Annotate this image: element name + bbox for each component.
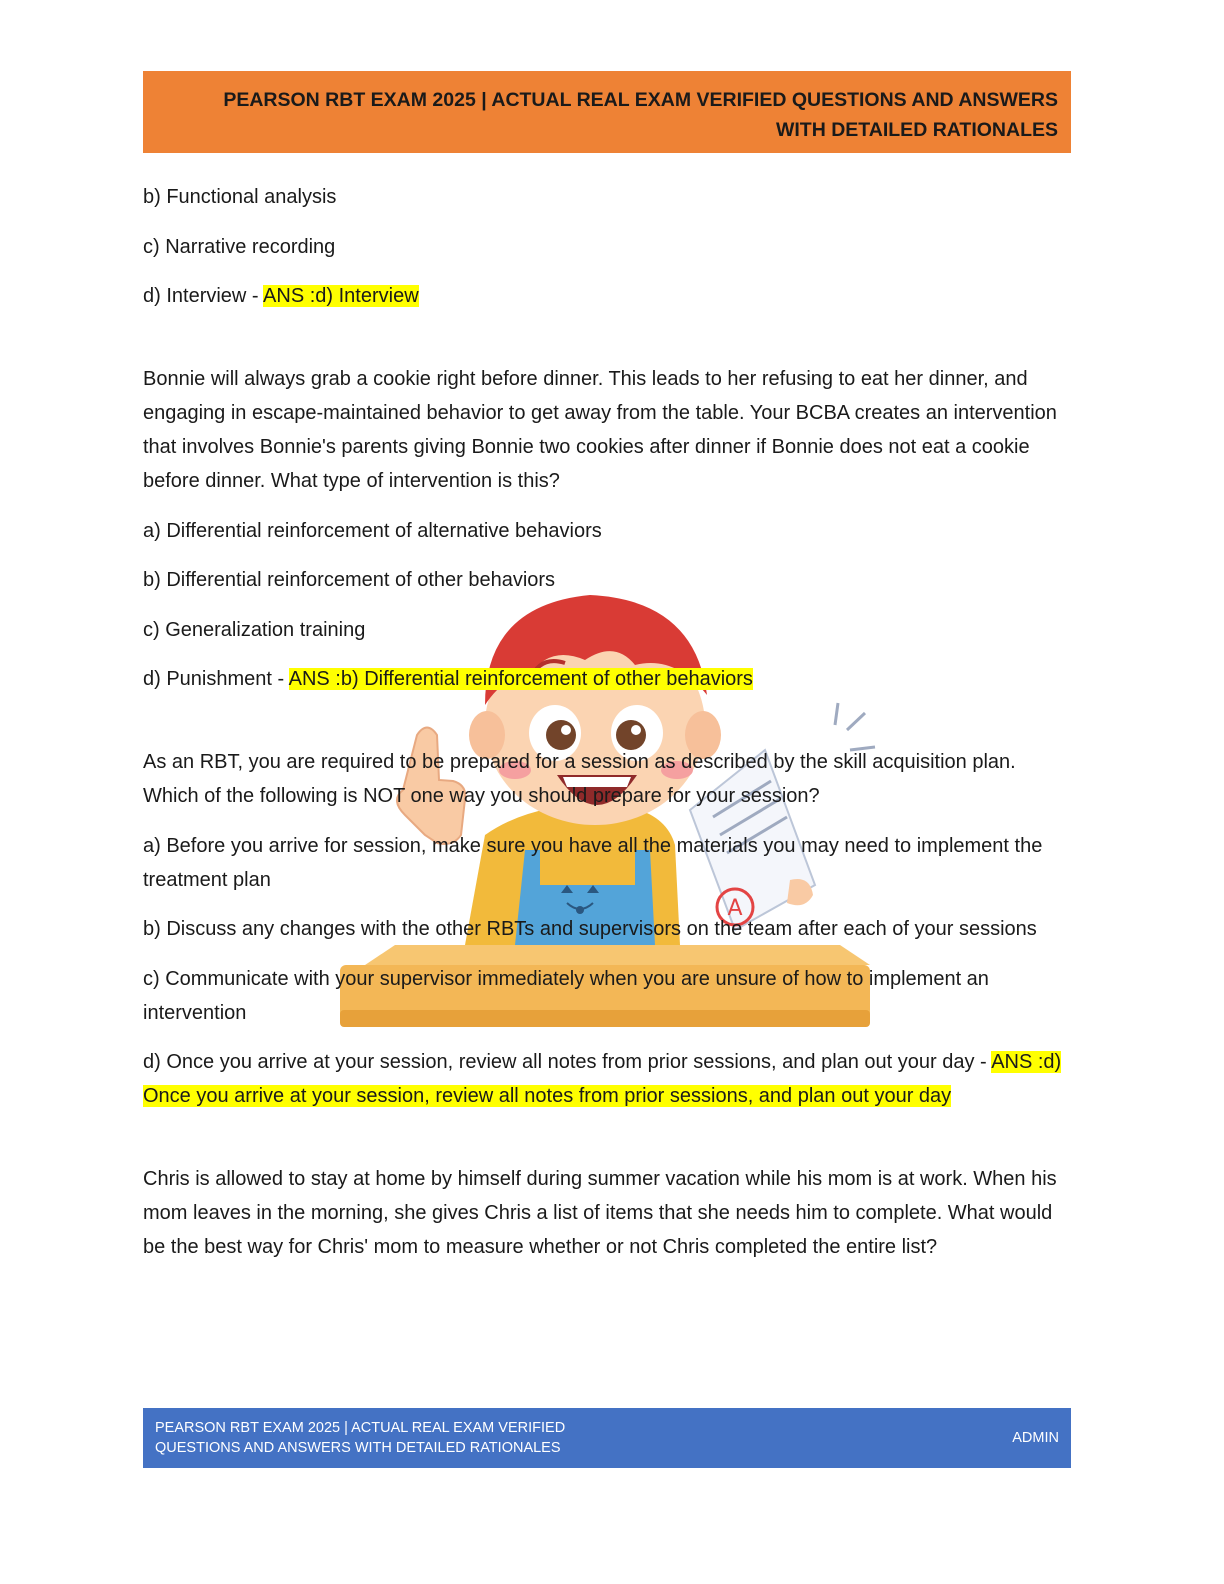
q1-option-b: b) Functional analysis <box>143 186 337 208</box>
q2-option-d <box>143 662 1068 696</box>
q3-option-a: a) Before you arrive for session, make sure you have all the materials you may need to implement the treatment plan <box>143 834 1043 891</box>
q2-question: Bonnie will always grab a cookie right before dinner. This leads to her refusing to eat her dinner, and engaging in escape-maintained behavior to get away from the table. Your BCBA creates an intervention that involves Bonnie's parents giving Bonnie two cookies after dinner if Bonnie does not eat a cookie before dinner. What type of intervention is this? <box>143 368 1057 492</box>
footer-title-line2: QUESTIONS AND ANSWERS WITH DETAILED RATIONALES <box>155 1440 561 1456</box>
footer-author: ADMIN <box>1012 1430 1059 1446</box>
q3-option-d-text: d) Once you arrive at your session, review all notes from prior sessions, and plan out your day - <box>143 1051 992 1073</box>
page-header <box>143 71 1071 153</box>
grade-mark: A <box>727 896 743 921</box>
header-title-line1: PEARSON RBT EXAM 2025 | ACTUAL REAL EXAM VERIFIED QUESTIONS AND ANSWERS <box>223 89 1058 111</box>
q2-option-a: a) Differential reinforcement of alternative behaviors <box>143 519 602 542</box>
q3-question: As an RBT, you are required to be prepared for a session as described by the skill acquisition plan. Which of the following is NOT one way you should prepare for your session? <box>143 751 1016 807</box>
q3-option-d <box>143 1045 1068 1113</box>
q3-option-b: b) Discuss any changes with the other RBTs and supervisors on the team after each of your sessions <box>143 918 1037 940</box>
q2-answer-highlight: ANS :b) Differential reinforcement of other behaviors <box>288 668 753 690</box>
q2-option-c: c) Generalization training <box>143 618 366 641</box>
q3-answer-highlight: ANS :d) Once you arrive at your session, review all notes from prior sessions, and plan out your day <box>143 1051 1062 1107</box>
q1-option-d <box>143 279 1068 313</box>
q1-option-c: c) Narrative recording <box>143 235 336 258</box>
footer-title <box>155 1418 625 1458</box>
q2-option-b: b) Differential reinforcement of other behaviors <box>143 569 556 591</box>
footer-title-line1: PEARSON RBT EXAM 2025 | ACTUAL REAL EXAM VERIFIED <box>155 1420 566 1436</box>
page-content <box>143 180 1068 1280</box>
page-footer <box>143 1408 1071 1468</box>
q1-option-d-text: d) Interview - <box>143 285 264 307</box>
q2-option-d-text: d) Punishment - <box>143 668 289 690</box>
q1-answer-highlight: ANS :d) Interview <box>263 285 419 307</box>
q4-question: Chris is allowed to stay at home by himself during summer vacation while his mom is at work. When his mom leaves in the morning, she gives Chris a list of items that she needs him to complete. What would be the best way for Chris' mom to measure whether or not Chris completed the entire list? <box>143 1168 1057 1258</box>
q3-option-c: c) Communicate with your supervisor immediately when you are unsure of how to implement an intervention <box>143 967 989 1024</box>
header-title-line2: WITH DETAILED RATIONALES <box>775 119 1058 141</box>
